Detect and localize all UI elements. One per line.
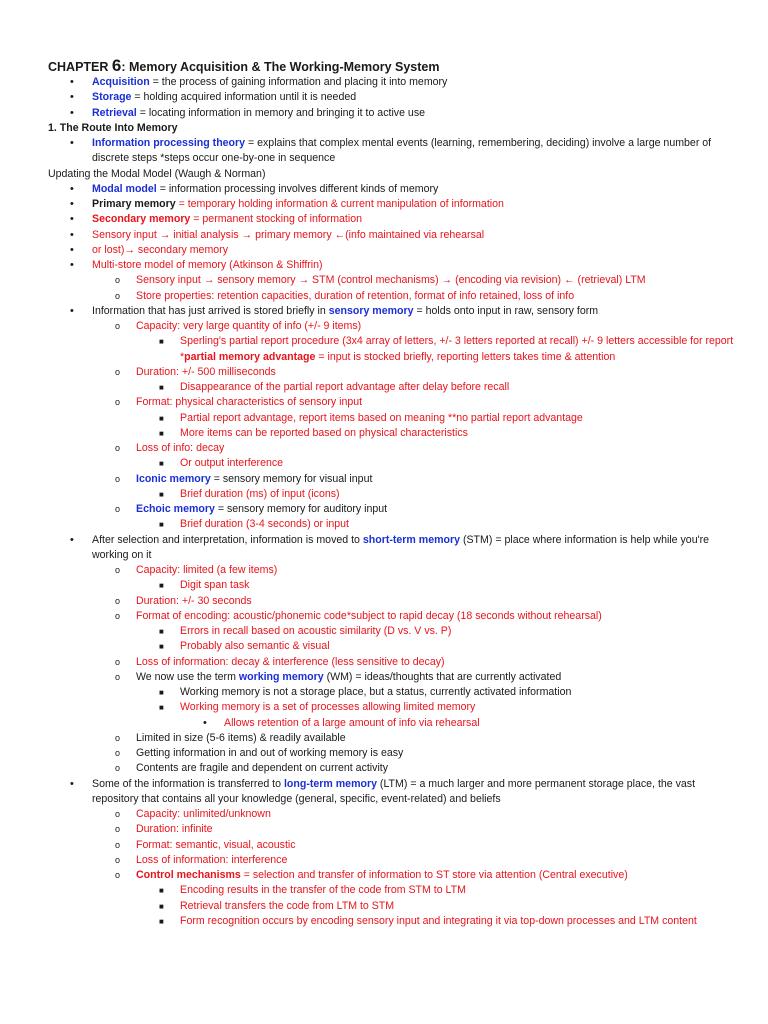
- square-bullet-icon: ■: [159, 489, 164, 499]
- bullet-icon: •: [203, 716, 207, 729]
- list-item: [48, 228, 738, 243]
- circle-bullet-icon: o: [115, 656, 121, 667]
- list-item: [48, 853, 738, 868]
- chapter-title-text: : Memory Acquisition & The Working-Memory System: [121, 60, 440, 74]
- text-run: = sensory memory for auditory input: [214, 503, 388, 515]
- chapter-title: [48, 57, 738, 76]
- list-item: [48, 304, 738, 319]
- list-item: [48, 624, 738, 639]
- list-item: [48, 822, 738, 837]
- list-item: [48, 365, 738, 380]
- list-item: [48, 685, 738, 700]
- circle-bullet-icon: o: [115, 854, 121, 865]
- square-bullet-icon: ■: [159, 901, 164, 911]
- list-item: [48, 136, 738, 167]
- text-run: = holding acquired information until it is needed: [131, 91, 357, 104]
- text-run: Information that has just arrived is stored briefly in: [92, 304, 329, 317]
- list-item: [48, 517, 738, 532]
- list-item: [48, 106, 738, 121]
- list-item: [48, 578, 738, 593]
- text-run: Brief duration (3-4 seconds) or input: [180, 518, 349, 531]
- list-item: [48, 731, 738, 746]
- text-run: Sensory input → sensory memory → STM (control mechanisms) → (encoding via revision) ← (retrieval) LTM: [136, 274, 646, 287]
- bullet-icon: •: [70, 228, 74, 241]
- text-run: Partial report advantage, report items based on meaning **no partial report advantage: [180, 411, 583, 424]
- list-item: [48, 243, 738, 258]
- list-item: [48, 746, 738, 761]
- document-page: [48, 57, 738, 929]
- circle-bullet-icon: o: [115, 275, 121, 286]
- square-bullet-icon: ■: [159, 886, 164, 896]
- circle-bullet-icon: o: [115, 748, 121, 758]
- circle-bullet-icon: o: [115, 824, 121, 835]
- square-bullet-icon: ■: [159, 581, 164, 591]
- list-item: [48, 761, 738, 776]
- bullet-icon: •: [70, 198, 74, 210]
- text-run: = permanent stocking of information: [190, 213, 362, 226]
- text-run: After selection and interpretation, information is moved to: [92, 533, 363, 546]
- circle-bullet-icon: o: [115, 595, 121, 606]
- square-bullet-icon: ■: [159, 627, 164, 636]
- list-item: [48, 655, 738, 670]
- list-item: [48, 899, 738, 914]
- circle-bullet-icon: o: [115, 839, 121, 850]
- text-run: = the process of gaining information and placing it into memory: [149, 76, 448, 88]
- text-run: Probably also semantic & visual: [180, 640, 330, 653]
- circle-bullet-icon: o: [115, 809, 121, 819]
- text-run: Duration: +/- 30 seconds: [136, 594, 252, 607]
- circle-bullet-icon: o: [115, 763, 121, 774]
- text-run: Or output interference: [180, 457, 284, 470]
- text-run: = selection and transfer of information to ST store via attention (Central executive): [240, 869, 628, 881]
- list-item: [48, 700, 738, 715]
- text-run: Control mechanisms: [136, 869, 241, 881]
- text-run: (LTM) = a much larger and more permanent storage place, the vast repository that contains all your knowledge (general, specific, event-related) and beliefs: [92, 777, 696, 805]
- square-bullet-icon: ■: [159, 520, 164, 530]
- circle-bullet-icon: o: [115, 504, 121, 514]
- text-run: Format of encoding: acoustic/phonemic code*subject to rapid decay (18 seconds without rehearsal): [136, 609, 602, 622]
- bullet-icon: •: [70, 106, 74, 119]
- square-bullet-icon: ■: [159, 337, 164, 347]
- list-item: [48, 380, 738, 395]
- text-run: More items can be reported based on physical characteristics: [180, 426, 468, 439]
- list-item: [48, 411, 738, 426]
- chapter-prefix: CHAPTER: [48, 60, 112, 74]
- circle-bullet-icon: o: [115, 671, 121, 682]
- list-item: [48, 914, 738, 929]
- bullet-icon: •: [70, 182, 74, 195]
- text-run: 1. The Route Into Memory: [48, 121, 178, 134]
- list-item: [48, 883, 738, 898]
- list-item: [48, 807, 738, 822]
- text-run: Primary memory: [92, 198, 176, 210]
- list-item: [48, 609, 738, 624]
- bullet-icon: •: [70, 76, 74, 88]
- list-item: [48, 563, 738, 578]
- text-run: (STM) = place where information is help while you're working on it: [92, 533, 710, 561]
- list-item: [48, 456, 738, 471]
- list-item: [48, 502, 738, 517]
- text-run: Retrieval transfers the code from LTM to STM: [180, 899, 395, 912]
- text-run: Sensory input → initial analysis → primary memory ←(info maintained via rehearsal: [92, 228, 485, 241]
- list-item: [48, 472, 738, 487]
- bullet-icon: •: [70, 533, 74, 546]
- text-run: Modal model: [92, 182, 157, 195]
- text-run: Getting information in and out of working memory is easy: [136, 747, 404, 759]
- text-run: short-term memory: [362, 533, 461, 546]
- square-bullet-icon: ■: [159, 459, 164, 469]
- bullet-icon: •: [70, 777, 74, 790]
- circle-bullet-icon: o: [115, 565, 121, 575]
- text-run: long-term memory: [283, 777, 377, 790]
- text-run: partial memory advantage: [184, 350, 316, 363]
- list-item: [48, 395, 738, 410]
- text-run: Contents are fragile and dependent on current activity: [136, 762, 389, 775]
- text-run: Updating the Modal Model (Waugh & Norman): [48, 167, 266, 180]
- square-bullet-icon: ■: [159, 642, 164, 652]
- list-item: [48, 487, 738, 502]
- text-run: Format: physical characteristics of sensory input: [136, 396, 363, 409]
- list-item: [48, 639, 738, 654]
- text-run: = holds onto input in raw, sensory form: [413, 304, 599, 317]
- square-bullet-icon: ■: [159, 413, 164, 423]
- text-run: or lost)→ secondary memory: [92, 243, 228, 256]
- text-run: = input is stocked briefly, reporting letters takes time & attention: [315, 350, 616, 363]
- list-item: [48, 441, 738, 456]
- circle-bullet-icon: o: [115, 870, 121, 880]
- text-run: working memory: [238, 670, 324, 683]
- text-run: Store properties: retention capacities, duration of retention, format of info retained, loss of info: [136, 289, 575, 302]
- text-run: Loss of info: decay: [136, 442, 225, 454]
- text-run: Errors in recall based on acoustic similarity (D vs. V vs. P): [180, 625, 452, 637]
- circle-bullet-icon: o: [115, 610, 121, 621]
- text-run: Sperling's partial report procedure (3x4 array of letters, +/- 3 letters reported at recall) +/- 9 letters accessible for report *: [180, 335, 734, 363]
- list-item: [48, 319, 738, 334]
- circle-bullet-icon: o: [115, 732, 121, 743]
- list-item: [48, 334, 738, 365]
- bullet-icon: •: [70, 213, 74, 226]
- bullet-icon: •: [70, 91, 74, 104]
- circle-bullet-icon: o: [115, 397, 121, 408]
- text-run: Capacity: very large quantity of info (+/- 9 items): [136, 320, 362, 332]
- text-run: Capacity: limited (a few items): [136, 564, 278, 576]
- square-bullet-icon: ■: [159, 916, 164, 926]
- list-item: [48, 212, 738, 227]
- list-item: [48, 868, 738, 883]
- square-bullet-icon: ■: [159, 703, 164, 713]
- text-run: Encoding results in the transfer of the code from STM to LTM: [180, 884, 466, 897]
- text-run: Disappearance of the partial report advantage after delay before recall: [180, 381, 510, 393]
- list-item: [48, 777, 738, 808]
- text-run: Capacity: unlimited/unknown: [136, 808, 271, 820]
- text-run: Information processing theory: [92, 137, 246, 149]
- square-bullet-icon: ■: [159, 688, 164, 697]
- text-run: = sensory memory for visual input: [210, 472, 373, 485]
- bullet-icon: •: [70, 259, 74, 271]
- text-run: Form recognition occurs by encoding sensory input and integrating it via top-down processes and LTM content: [180, 914, 697, 927]
- text-run: Some of the information is transferred to: [92, 777, 284, 790]
- circle-bullet-icon: o: [115, 321, 121, 331]
- text-run: Duration: infinite: [136, 823, 213, 836]
- text-run: Loss of information: decay & interference (less sensitive to decay): [136, 655, 445, 668]
- list-item: [48, 75, 738, 90]
- list-item: [48, 838, 738, 853]
- text-run: Iconic memory: [136, 472, 211, 485]
- list-item: [48, 533, 738, 564]
- notes-outline: [48, 75, 738, 929]
- text-run: = explains that complex mental events (learning, remembering, deciding) involve a large number of discrete steps *steps occur one-by-one in sequence: [92, 137, 712, 165]
- list-item: [48, 273, 738, 288]
- text-run: Allows retention of a large amount of info via rehearsal: [224, 716, 480, 729]
- list-item: [48, 426, 738, 441]
- list-item: [48, 594, 738, 609]
- chapter-number: 6: [111, 56, 122, 75]
- text-run: Retrieval: [92, 106, 137, 119]
- text-run: = temporary holding information & current manipulation of information: [175, 198, 504, 210]
- circle-bullet-icon: o: [115, 443, 121, 453]
- circle-bullet-icon: o: [115, 366, 121, 377]
- text-run: (WM) = ideas/thoughts that are currently activated: [323, 670, 562, 683]
- text-run: sensory memory: [328, 304, 414, 317]
- list-item: [48, 182, 738, 197]
- section-heading: [48, 121, 738, 136]
- bullet-icon: •: [70, 304, 74, 317]
- text-run: Loss of information: interference: [136, 853, 288, 866]
- text-run: Multi-store model of memory (Atkinson & Shiffrin): [92, 259, 323, 271]
- text-run: Echoic memory: [136, 503, 215, 515]
- text-run: We now use the term: [136, 670, 239, 683]
- circle-bullet-icon: o: [115, 473, 121, 484]
- text-run: Working memory is a set of processes allowing limited memory: [180, 701, 476, 714]
- text-run: Acquisition: [92, 76, 150, 88]
- circle-bullet-icon: o: [115, 290, 121, 301]
- list-item: [48, 90, 738, 105]
- list-item: [48, 716, 738, 731]
- section-heading: [48, 167, 738, 182]
- list-item: [48, 289, 738, 304]
- text-run: Duration: +/- 500 milliseconds: [136, 365, 276, 378]
- bullet-icon: •: [70, 137, 74, 149]
- text-run: Brief duration (ms) of input (icons): [180, 487, 340, 500]
- text-run: = locating information in memory and bringing it to active use: [136, 106, 426, 119]
- list-item: [48, 197, 738, 212]
- text-run: Storage: [92, 91, 132, 104]
- bullet-icon: •: [70, 243, 74, 256]
- text-run: Digit span task: [180, 579, 250, 592]
- text-run: = information processing involves different kinds of memory: [156, 182, 439, 195]
- square-bullet-icon: ■: [159, 383, 164, 392]
- text-run: Format: semantic, visual, acoustic: [136, 838, 296, 851]
- list-item: [48, 258, 738, 273]
- list-item: [48, 670, 738, 685]
- text-run: Limited in size (5-6 items) & readily available: [136, 731, 346, 744]
- square-bullet-icon: ■: [159, 428, 164, 438]
- text-run: Working memory is not a storage place, but a status, currently activated information: [180, 686, 572, 698]
- text-run: Secondary memory: [92, 213, 191, 226]
